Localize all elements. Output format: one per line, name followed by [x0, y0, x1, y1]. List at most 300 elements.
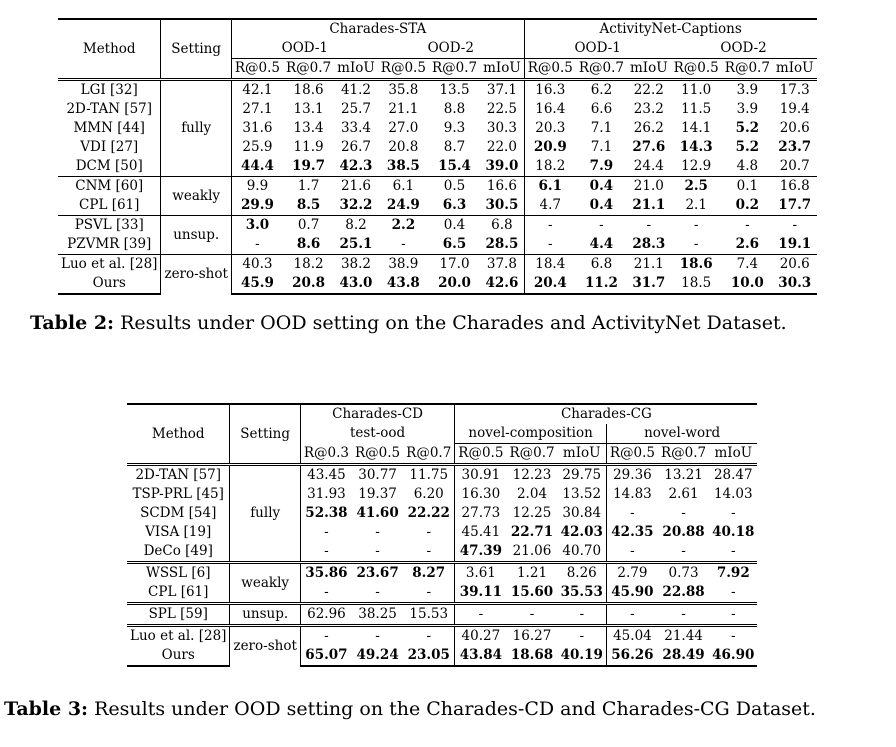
- value-cell: -: [606, 604, 658, 626]
- value-cell: 4.4: [589, 236, 614, 252]
- table-row: [127, 542, 757, 563]
- method-cell: SCDM [54]: [127, 504, 230, 523]
- value-cell: 38.9: [378, 255, 429, 275]
- value-cell: 24.9: [386, 197, 420, 213]
- table-2-caption: [30, 312, 787, 334]
- value-cell: -: [455, 604, 507, 626]
- value-cell: 17.3: [773, 80, 817, 101]
- value-cell: 15.60: [510, 584, 554, 600]
- value-cell: -: [403, 583, 455, 604]
- method-cell: LGI [32]: [58, 80, 161, 101]
- value-cell: 18.4: [524, 255, 576, 275]
- metric-header: R@0.5: [234, 60, 281, 76]
- value-cell: 17.7: [778, 197, 812, 213]
- value-cell: 0.2: [735, 197, 760, 213]
- value-cell: 25.7: [340, 101, 371, 117]
- value-cell: 28.47: [709, 465, 757, 486]
- value-cell: 43.45: [300, 465, 352, 486]
- value-cell: 13.21: [658, 465, 709, 486]
- value-cell: 26.2: [633, 120, 664, 136]
- metric-header: R@0.7: [431, 60, 478, 76]
- value-cell: 40.18: [712, 524, 755, 540]
- setting-cell: weakly: [161, 177, 231, 216]
- value-cell: 8.7: [443, 139, 466, 155]
- value-cell: 3.61: [455, 563, 507, 584]
- value-cell: 25.9: [242, 139, 273, 155]
- value-cell: 1.7: [283, 177, 334, 197]
- value-cell: 18.2: [535, 158, 566, 174]
- value-cell: 22.5: [480, 100, 524, 119]
- value-cell: -: [324, 584, 329, 600]
- value-cell: 15.4: [438, 158, 471, 174]
- value-cell: 14.1: [681, 120, 712, 136]
- value-cell: 35.53: [558, 583, 607, 604]
- value-cell: -: [300, 626, 352, 647]
- value-cell: 25.1: [339, 236, 373, 252]
- value-cell: 20.3: [535, 120, 566, 136]
- value-cell: 27.6: [632, 139, 666, 155]
- value-cell: 14.3: [679, 139, 713, 155]
- metric-header: mIoU: [630, 60, 668, 76]
- value-cell: -: [671, 216, 722, 236]
- value-cell: 17.0: [429, 255, 480, 275]
- value-cell: -: [324, 524, 329, 540]
- value-cell: 0.4: [429, 216, 480, 236]
- value-cell: 12.9: [681, 158, 712, 174]
- method-cell: 2D-TAN [57]: [58, 100, 161, 119]
- value-cell: 11.2: [576, 274, 627, 294]
- value-cell: 31.6: [242, 120, 273, 136]
- setting-cell: unsup.: [230, 604, 300, 626]
- value-cell: 10.0: [722, 274, 773, 294]
- value-cell: 30.3: [773, 274, 817, 294]
- value-cell: 23.7: [778, 139, 812, 155]
- method-cell: CPL [61]: [58, 196, 161, 216]
- value-cell: 8.27: [403, 563, 455, 584]
- value-cell: 16.6: [480, 177, 524, 197]
- value-cell: 0.5: [429, 177, 480, 197]
- value-cell: 12.25: [512, 505, 552, 521]
- value-cell: 5.2: [735, 139, 760, 155]
- value-cell: 28.3: [632, 236, 666, 252]
- value-cell: -: [352, 626, 403, 647]
- metric-header: R@0.5: [380, 60, 426, 76]
- value-cell: 21.6: [334, 177, 378, 197]
- setting-header: Setting: [230, 404, 300, 465]
- metric-header: R@0.7: [724, 60, 770, 76]
- value-cell: -: [558, 604, 607, 626]
- method-cell: PSVL [33]: [58, 216, 161, 236]
- value-cell: 65.07: [300, 646, 352, 666]
- value-cell: 44.4: [241, 158, 274, 174]
- value-cell: 8.8: [443, 101, 466, 117]
- value-cell: 16.27: [506, 626, 557, 647]
- value-cell: 43.8: [378, 274, 429, 294]
- value-cell: 22.2: [627, 80, 671, 101]
- value-cell: 43.0: [334, 274, 378, 294]
- value-cell: 49.24: [352, 646, 403, 666]
- value-cell: -: [375, 524, 380, 540]
- metric-header: R@0.7: [661, 445, 707, 461]
- method-cell: MMN [44]: [58, 119, 161, 138]
- method-cell: PZVMR [39]: [58, 235, 161, 255]
- value-cell: 2.1: [685, 197, 707, 213]
- test-ood-header: test-ood: [300, 424, 454, 444]
- value-cell: 52.38: [305, 505, 348, 521]
- value-cell: 6.1: [524, 177, 576, 197]
- table-row: [58, 80, 817, 101]
- value-cell: -: [548, 236, 553, 252]
- value-cell: -: [403, 542, 455, 563]
- value-cell: 4.7: [539, 197, 562, 213]
- value-cell: -: [401, 236, 406, 252]
- value-cell: 7.1: [590, 139, 613, 155]
- value-cell: 6.2: [576, 80, 627, 101]
- value-cell: 16.3: [524, 80, 576, 101]
- value-cell: -: [709, 604, 757, 626]
- value-cell: -: [773, 216, 817, 236]
- value-cell: 14.83: [613, 486, 652, 502]
- caption-text: Results under OOD setting on the Charades and ActivityNet Dataset.: [120, 312, 787, 334]
- value-cell: 4.8: [736, 158, 759, 174]
- setting-cell: fully: [230, 465, 300, 563]
- dataset-header-activitynet: ActivityNet-Captions: [524, 19, 816, 39]
- metric-header: R@0.3: [303, 444, 350, 461]
- value-cell: 39.0: [480, 157, 524, 177]
- value-cell: 35.8: [378, 80, 429, 101]
- table-row: [127, 626, 757, 647]
- value-cell: 45.9: [231, 274, 283, 294]
- value-cell: -: [558, 626, 607, 647]
- value-cell: 21.1: [627, 255, 671, 275]
- value-cell: 31.93: [307, 486, 346, 502]
- value-cell: 62.96: [300, 604, 352, 626]
- value-cell: 18.2: [283, 255, 334, 275]
- setting-cell: zero-shot: [230, 626, 300, 667]
- value-cell: 23.05: [403, 646, 455, 666]
- value-cell: 40.27: [455, 626, 507, 647]
- metric-header: mIoU: [558, 444, 607, 465]
- value-cell: 5.2: [735, 120, 760, 136]
- value-cell: 3.0: [231, 216, 283, 236]
- value-cell: 7.92: [709, 563, 757, 584]
- value-cell: 6.8: [576, 255, 627, 275]
- method-cell: 2D-TAN [57]: [127, 465, 230, 486]
- caption-label: Table 2:: [30, 312, 115, 334]
- method-cell: CPL [61]: [127, 583, 230, 604]
- value-cell: 9.3: [443, 120, 466, 136]
- value-cell: 42.6: [480, 274, 524, 294]
- ood1-header: OOD-1: [231, 39, 377, 59]
- ood2-header: OOD-2: [378, 39, 524, 59]
- value-cell: 13.1: [293, 101, 324, 117]
- value-cell: 21.0: [627, 177, 671, 197]
- value-cell: 23.67: [352, 563, 403, 584]
- novel-composition-header: novel-composition: [455, 424, 607, 444]
- dataset-header-charades-cd: Charades-CD: [300, 404, 454, 424]
- value-cell: 33.4: [340, 120, 371, 136]
- value-cell: 41.2: [334, 80, 378, 101]
- value-cell: 27.1: [242, 101, 273, 117]
- table-row: [127, 563, 757, 584]
- method-cell: Ours: [127, 646, 230, 666]
- value-cell: 8.5: [296, 197, 321, 213]
- value-cell: 0.4: [576, 177, 627, 197]
- value-cell: 19.7: [292, 158, 326, 174]
- value-cell: 37.1: [480, 80, 524, 101]
- value-cell: -: [524, 216, 576, 236]
- metric-header: mIoU: [714, 445, 753, 461]
- value-cell: 8.2: [334, 216, 378, 236]
- value-cell: 40.19: [558, 646, 607, 666]
- value-cell: 15.53: [403, 604, 455, 626]
- value-cell: -: [375, 584, 380, 600]
- value-cell: 29.36: [606, 465, 658, 486]
- value-cell: 40.3: [231, 255, 283, 275]
- value-cell: 42.3: [339, 158, 373, 174]
- method-cell: Ours: [58, 274, 161, 294]
- value-cell: -: [722, 216, 773, 236]
- value-cell: 21.44: [658, 626, 709, 647]
- value-cell: 6.20: [403, 485, 455, 504]
- method-header: Method: [127, 404, 230, 465]
- value-cell: 28.49: [658, 646, 709, 666]
- value-cell: 11.0: [671, 80, 722, 101]
- value-cell: 19.1: [778, 236, 812, 252]
- value-cell: 20.8: [283, 274, 334, 294]
- value-cell: 0.73: [658, 563, 709, 584]
- value-cell: -: [403, 523, 455, 542]
- value-cell: 30.77: [352, 465, 403, 486]
- caption-label: Table 3:: [4, 698, 89, 720]
- metric-header: mIoU: [480, 59, 524, 80]
- value-cell: 39.11: [459, 584, 502, 600]
- value-cell: 7.9: [589, 158, 614, 174]
- value-cell: 1.21: [506, 563, 557, 584]
- table-2: [58, 18, 817, 295]
- value-cell: 28.5: [480, 235, 524, 255]
- value-cell: 41.60: [356, 505, 399, 521]
- value-cell: 16.8: [773, 177, 817, 197]
- value-cell: -: [731, 584, 736, 600]
- value-cell: 27.73: [461, 505, 501, 521]
- table-row: [127, 504, 757, 523]
- value-cell: -: [681, 543, 686, 559]
- ood1-header: OOD-1: [524, 39, 670, 59]
- value-cell: 22.22: [403, 504, 455, 523]
- value-cell: 42.35: [611, 524, 654, 540]
- value-cell: 0.1: [722, 177, 773, 197]
- table-row: [127, 646, 757, 666]
- metric-header: R@0.7: [286, 60, 332, 76]
- table-3-caption: [4, 698, 816, 720]
- value-cell: 18.6: [671, 255, 722, 275]
- value-cell: 16.30: [461, 486, 501, 502]
- value-cell: 30.91: [455, 465, 507, 486]
- table-row: [127, 583, 757, 604]
- value-cell: 7.1: [590, 120, 613, 136]
- value-cell: -: [375, 543, 380, 559]
- dataset-header-charades-sta: Charades-STA: [231, 19, 524, 39]
- value-cell: 40.70: [558, 542, 607, 563]
- value-cell: 6.6: [590, 101, 613, 117]
- setting-cell: zero-shot: [161, 255, 231, 295]
- value-cell: -: [630, 543, 635, 559]
- ood2-header: OOD-2: [671, 39, 817, 59]
- value-cell: 14.03: [713, 486, 753, 502]
- metric-header: R@0.5: [527, 60, 573, 76]
- value-cell: -: [576, 216, 627, 236]
- value-cell: 47.39: [459, 543, 502, 559]
- value-cell: -: [681, 505, 686, 521]
- value-cell: 45.04: [606, 626, 658, 647]
- novel-word-header: novel-word: [606, 424, 757, 444]
- metric-header: R@0.5: [609, 445, 655, 461]
- value-cell: 11.9: [293, 139, 324, 155]
- value-cell: 23.2: [633, 101, 664, 117]
- metric-header: mIoU: [337, 60, 375, 76]
- value-cell: 3.9: [722, 80, 773, 101]
- table-row: [127, 465, 757, 486]
- value-cell: 45.90: [611, 584, 654, 600]
- method-cell: CNM [60]: [58, 177, 161, 197]
- setting-cell: unsup.: [161, 216, 231, 255]
- value-cell: 2.04: [516, 486, 548, 502]
- method-cell: WSSL [6]: [127, 563, 230, 584]
- value-cell: 3.9: [736, 101, 759, 117]
- value-cell: 38.25: [352, 604, 403, 626]
- method-header: Method: [58, 19, 161, 80]
- value-cell: 6.1: [378, 177, 429, 197]
- table-3: [127, 403, 757, 667]
- method-cell: SPL [59]: [127, 604, 230, 626]
- method-cell: Luo et al. [28]: [58, 255, 161, 275]
- value-cell: 22.88: [662, 584, 705, 600]
- metric-header: R@0.7: [403, 444, 455, 465]
- value-cell: 8.6: [296, 236, 321, 252]
- setting-cell: weakly: [230, 563, 300, 604]
- value-cell: 20.8: [388, 139, 419, 155]
- value-cell: 2.6: [735, 236, 760, 252]
- method-cell: VDI [27]: [58, 138, 161, 157]
- value-cell: 20.0: [429, 274, 480, 294]
- value-cell: 45.41: [461, 524, 501, 540]
- value-cell: 12.23: [506, 465, 557, 486]
- value-cell: 20.9: [533, 139, 567, 155]
- value-cell: 21.06: [512, 543, 552, 559]
- value-cell: -: [658, 604, 709, 626]
- metric-header: R@0.5: [355, 444, 401, 461]
- value-cell: 2.61: [668, 486, 699, 502]
- value-cell: 29.75: [558, 465, 607, 486]
- metric-header: R@0.7: [509, 445, 555, 461]
- method-cell: TSP-PRL [45]: [127, 485, 230, 504]
- value-cell: 30.84: [558, 504, 607, 523]
- value-cell: 38.5: [386, 158, 420, 174]
- value-cell: 18.6: [283, 80, 334, 101]
- value-cell: 13.4: [293, 120, 324, 136]
- value-cell: 8.26: [558, 563, 607, 584]
- method-cell: VISA [19]: [127, 523, 230, 542]
- value-cell: -: [324, 543, 329, 559]
- metric-header: R@0.5: [673, 60, 719, 76]
- value-cell: 24.4: [633, 158, 664, 174]
- value-cell: 11.75: [403, 465, 455, 486]
- value-cell: 0.7: [283, 216, 334, 236]
- dataset-header-charades-cg: Charades-CG: [455, 404, 758, 424]
- value-cell: 18.68: [506, 646, 557, 666]
- value-cell: 22.0: [480, 138, 524, 157]
- value-cell: 56.26: [606, 646, 658, 666]
- value-cell: -: [693, 236, 699, 252]
- value-cell: 2.79: [606, 563, 658, 584]
- value-cell: 19.4: [779, 101, 810, 117]
- value-cell: 19.37: [358, 486, 397, 502]
- value-cell: 22.71: [510, 524, 554, 540]
- value-cell: -: [627, 216, 671, 236]
- metric-header: mIoU: [775, 60, 814, 76]
- value-cell: 18.5: [671, 274, 722, 294]
- value-cell: 0.4: [589, 197, 614, 213]
- value-cell: 21.1: [632, 197, 666, 213]
- value-cell: 2.5: [671, 177, 722, 197]
- value-cell: 21.1: [388, 101, 419, 117]
- value-cell: 20.7: [779, 158, 810, 174]
- value-cell: 7.4: [722, 255, 773, 275]
- value-cell: 38.2: [334, 255, 378, 275]
- value-cell: 6.5: [442, 236, 467, 252]
- value-cell: 6.3: [442, 197, 467, 213]
- value-cell: 27.0: [388, 120, 419, 136]
- value-cell: 16.4: [535, 101, 566, 117]
- table-row: [58, 177, 817, 197]
- value-cell: 35.86: [300, 563, 352, 584]
- value-cell: 2.2: [378, 216, 429, 236]
- value-cell: -: [255, 236, 260, 252]
- value-cell: 29.9: [241, 197, 274, 213]
- value-cell: 30.5: [480, 196, 524, 216]
- value-cell: 26.7: [340, 139, 371, 155]
- value-cell: -: [630, 505, 635, 521]
- table-row: [58, 255, 817, 275]
- value-cell: 43.84: [455, 646, 507, 666]
- value-cell: 6.8: [480, 216, 524, 236]
- caption-text: Results under OOD setting on the Charades-CD and Charades-CG Dataset.: [94, 698, 816, 720]
- value-cell: -: [403, 626, 455, 647]
- metric-header: R@0.7: [578, 60, 624, 76]
- table-row: [127, 523, 757, 542]
- value-cell: 9.9: [231, 177, 283, 197]
- method-cell: Luo et al. [28]: [127, 626, 230, 647]
- setting-header: Setting: [161, 19, 231, 80]
- value-cell: 20.6: [779, 120, 810, 136]
- table-row: [127, 485, 757, 504]
- value-cell: 32.2: [339, 197, 373, 213]
- value-cell: -: [731, 505, 736, 521]
- value-cell: -: [506, 604, 557, 626]
- value-cell: -: [731, 543, 736, 559]
- value-cell: -: [709, 626, 757, 647]
- value-cell: 42.03: [558, 523, 607, 542]
- table-row: [127, 604, 757, 626]
- table-row: [58, 216, 817, 236]
- value-cell: 31.7: [627, 274, 671, 294]
- method-cell: DCM [50]: [58, 157, 161, 177]
- value-cell: 11.5: [681, 101, 712, 117]
- setting-cell: fully: [161, 80, 231, 177]
- value-cell: 13.5: [429, 80, 480, 101]
- value-cell: 37.8: [480, 255, 524, 275]
